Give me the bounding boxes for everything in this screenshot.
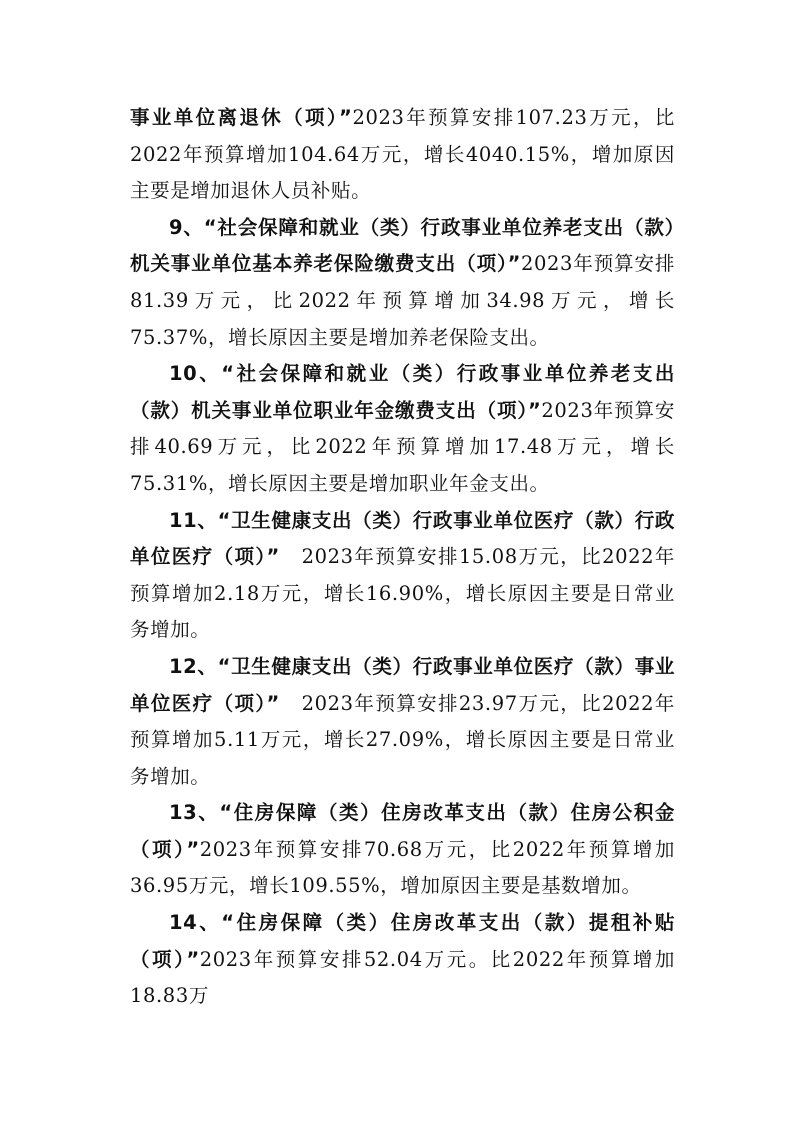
paragraph-item-9 [130,210,675,356]
paragraph-body: 2023年预算安排23.97万元，比2022年预算增加5.11万元，增长27.09%，增长原因主要是日常业务增加。 [130,691,675,788]
paragraph-item-13 [130,795,675,905]
paragraph-retirement [130,100,675,210]
paragraph-item-12 [130,649,675,795]
paragraph-body: 2023年预算安排15.08万元，比2022年预算增加2.18万元，增长16.90%，增长原因主要是日常业务增加。 [130,545,675,642]
paragraph-heading: 事业单位离退休（项）” [130,106,353,129]
paragraph-heading: 10、“社会保障和就业（类）行政事业单位养老支出（款）机关事业单位职业年金缴费支出（项）” [130,362,675,422]
paragraph-item-10 [130,356,675,502]
paragraph-body: 2023年预算安排81.39万元，比2022年预算增加34.98万元，增长75.37%，增长原因主要是增加养老保险支出。 [130,252,675,349]
paragraph-heading: 12、“卫生健康支出（类）行政事业单位医疗（款）事业单位医疗（项）” [130,654,675,715]
paragraph-body: 2023年预算安排40.69万元，比2022年预算增加17.48万元，增长75.31%，增长原因主要是增加职业年金支出。 [130,398,675,495]
paragraph-body: 2023年预算安排52.04万元。比2022年预算增加18.83万 [130,947,676,1008]
paragraph-item-11 [130,503,675,649]
document-page [130,100,675,1015]
paragraph-heading: 14、“住房保障（类）住房改革支出（款）提租补贴（项）” [130,911,675,971]
paragraph-item-14 [130,905,675,1015]
paragraph-heading: 9、“社会保障和就业（类）行政事业单位养老支出（款）机关事业单位基本养老保险缴费支出（项）” [130,215,675,276]
paragraph-body: 2023年预算安排107.23万元，比2022年预算增加104.64万元，增长4040.15%，增加原因主要是增加退休人员补贴。 [130,106,675,203]
paragraph-heading: 13、“住房保障（类）住房改革支出（款）住房公积金（项）” [130,801,675,861]
paragraph-heading: 11、“卫生健康支出（类）行政事业单位医疗（款）行政单位医疗（项）” [130,508,675,569]
paragraph-body: 2023年预算安排70.68万元，比2022年预算增加36.95万元，增长109.55%，增加原因主要是基数增加。 [130,837,676,898]
